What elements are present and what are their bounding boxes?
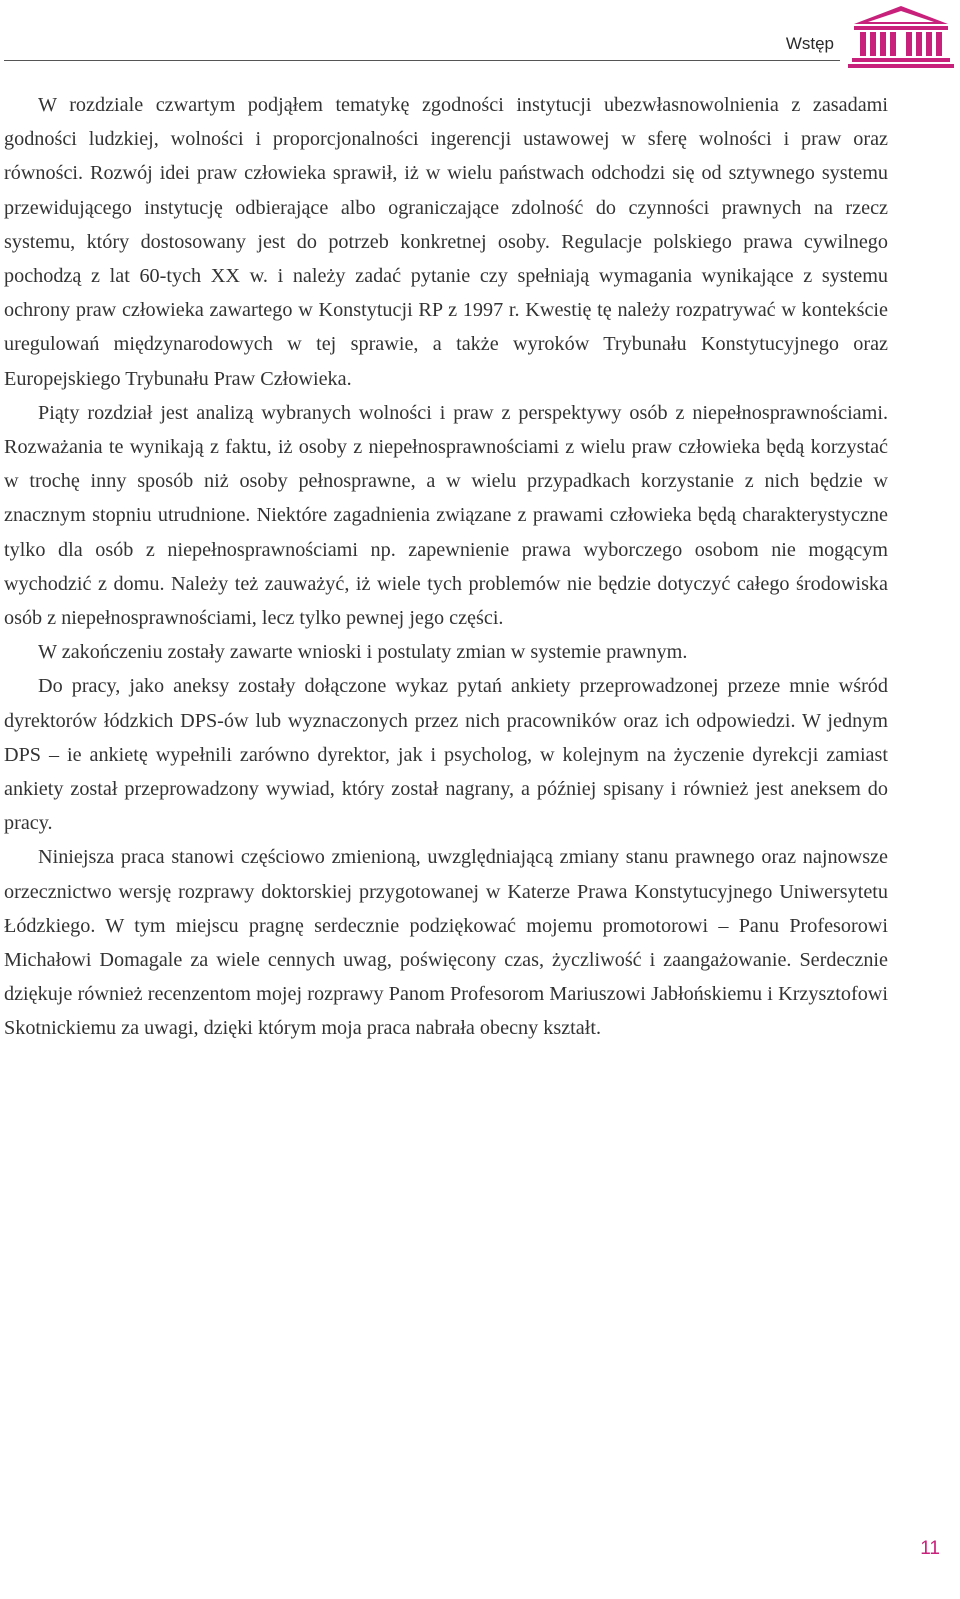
main-text [4, 88, 888, 1046]
paragraph: Do pracy, jako aneksy zostały dołączone wykaz pytań ankiety przeprowadzonej przeze mnie wśród dyrektorów łódzkich DPS-ów lub wyznaczonych przez nich pracowników oraz ich odpowiedzi. W jednym DPS – ie ankietę wypełnili zarówno dyrektor, jak i psycholog, w kolejnym na życzenie dyrekcji zamiast ankiety został przeprowadzony wywiad, który został nagrany, a później spisany i również jest aneksem do pracy. [4, 675, 888, 835]
paragraph: W rozdziale czwartym podjąłem tematykę zgodności instytucji ubezwłasnowolnienia z zasadami godności ludzkiej, wolności i proporcjonalności ingerencji ustawowej w sferę wolności i praw oraz równości. Rozwój idei praw człowieka sprawił, iż w wielu państwach odchodzi się od sztywnego systemu przewidującego instytucję odbierające albo ograniczające zdolność do czynności prawnych na rzecz systemu, który dostosowany jest do potrzeb konkretnej osoby. Regulacje polskiego prawa cywilnego pochodzą z lat 60-tych XX w. i należy zadać pytanie czy spełniają wymagania wynikające z systemu ochrony praw człowieka zawartego w Konstytucji RP z 1997 r. Kwestię tę należy rozpatrywać w kontekście uregulowań międzynarodowych w tej sprawie, a także wyroków Trybunału Konstytucyjnego oraz Europejskiego Trybunału Praw Człowieka. [4, 94, 888, 390]
paragraph: Niniejsza praca stanowi częściowo zmienioną, uwzględniającą zmiany stanu prawnego oraz najnowsze orzecznictwo wersję rozprawy doktorskiej przygotowanej w Katerze Prawa Konstytucyjnego Uniwersytetu Łódzkiego. W tym miejscu pragnę serdecznie podziękować mojemu promotorowi – Panu Profesorowi Michałowi Domagale za wiele cennych uwag, poświęcony czas, życzliwość i zaangażowanie. Serdecznie dziękuje również recenzentom mojej rozprawy Panom Profesorom Mariuszowi Jabłońskiemu i Krzysztofowi Skotnickiemu za uwagi, dzięki którym moja praca nabrała obecny kształt. [4, 846, 888, 1040]
institution-logo-icon [846, 4, 956, 68]
paragraph: W zakończeniu zostały zawarte wnioski i postulaty zmian w systemie prawnym. [38, 641, 688, 664]
header-rule [4, 60, 840, 61]
page-number: 11 [920, 1538, 940, 1559]
paragraph: Piąty rozdział jest analizą wybranych wolności i praw z perspektywy osób z niepełnosprawnościami. Rozważania te wynikają z faktu, iż osoby z niepełnosprawnościami z wielu praw człowieka będą korzystać w trochę inny sposób niż osoby pełnosprawne, a w wielu przypadkach korzystanie z nich będzie w znacznym stopniu utrudnione. Niektóre zagadnienia związane z prawami człowieka będą charakterystyczne tylko dla osób z niepełnosprawnościami np. zapewnienie prawa wyborczego osobom nie mogącym wychodzić z domu. Należy też zauważyć, iż wiele tych problemów nie będzie dotyczyć całego środowiska osób z niepełnosprawnościami, lecz tylko pewnej jego części. [4, 401, 888, 630]
running-header-title: Wstęp [785, 34, 834, 53]
